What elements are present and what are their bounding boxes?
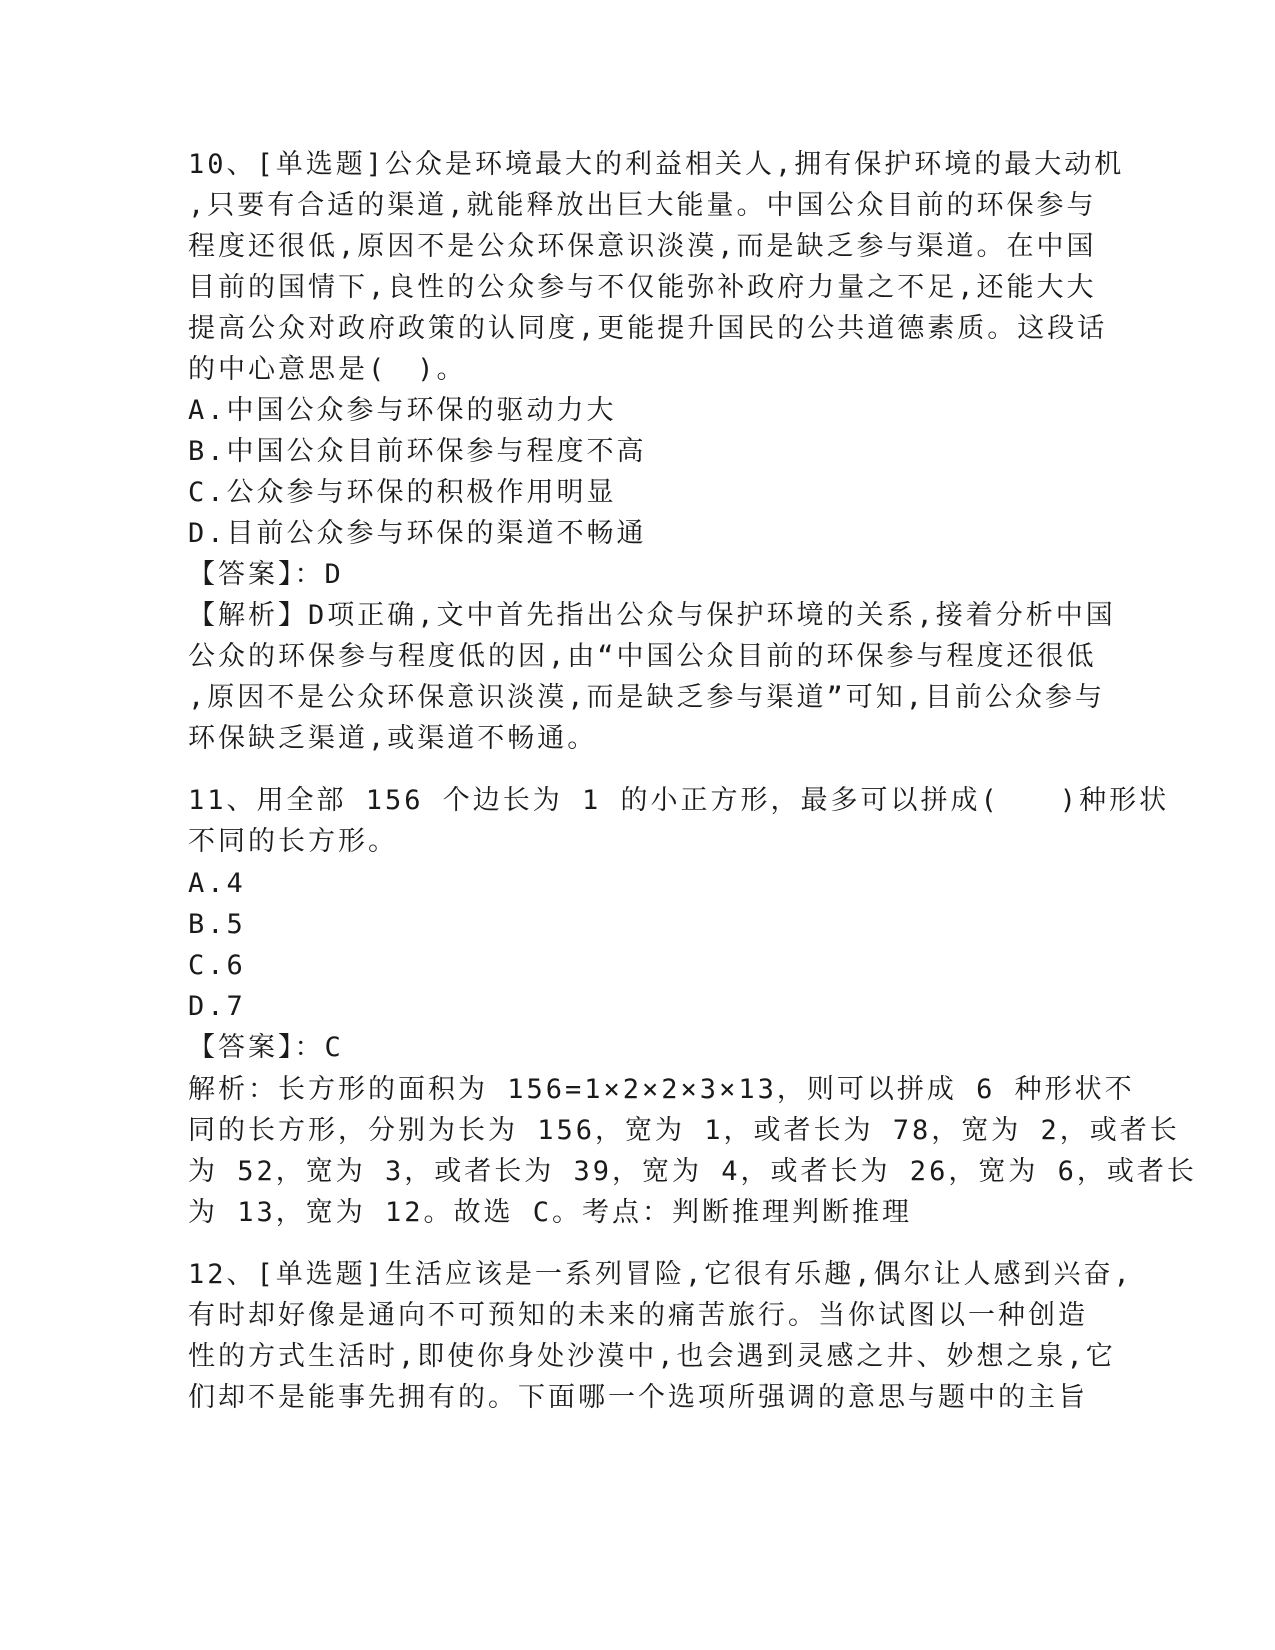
question-stem-line: 的中心意思是( )。 xyxy=(188,354,467,385)
question-stem-line: 提高公众对政府政策的认同度,更能提升国民的公共道德素质。这段话 xyxy=(188,313,1108,344)
question-stem-line: 目前的国情下,良性的公众参与不仅能弥补政府力量之不足,还能大大 xyxy=(188,272,1097,303)
question-stem-line: 12、[单选题]生活应该是一系列冒险,它很有乐趣,偶尔让人感到兴奋, xyxy=(188,1259,1133,1290)
question-stem-line: 程度还很低,原因不是公众环保意识淡漠,而是缺乏参与渠道。在中国 xyxy=(188,231,1097,262)
question-stem-line: ,只要有合适的渠道,就能释放出巨大能量。中国公众目前的环保参与 xyxy=(188,190,1097,221)
analysis-line: 环保缺乏渠道,或渠道不畅通。 xyxy=(188,723,598,754)
question-stem-line: 不同的长方形。 xyxy=(188,826,398,857)
answer-line: 【答案】：C xyxy=(188,1032,344,1063)
answer-line: 【答案】：D xyxy=(188,559,344,590)
option-c: C.6 xyxy=(188,950,246,981)
option-d: D.目前公众参与环保的渠道不畅通 xyxy=(188,518,647,549)
option-a: A.4 xyxy=(188,868,246,899)
option-a: A.中国公众参与环保的驱动力大 xyxy=(188,395,617,426)
question-stem-line: 11、用全部 156 个边长为 1 的小正方形，最多可以拼成( )种形状 xyxy=(188,785,1170,816)
question-stem-line: 有时却好像是通向不可预知的未来的痛苦旅行。当你试图以一种创造 xyxy=(188,1300,1088,1331)
analysis-line: 公众的环保参与程度低的因,由“中国公众目前的环保参与程度还很低 xyxy=(188,641,1097,672)
question-stem-line: 们却不是能事先拥有的。下面哪一个选项所强调的意思与题中的主旨 xyxy=(188,1382,1088,1413)
question-stem-line: 性的方式生活时,即使你身处沙漠中,也会遇到灵感之井、妙想之泉,它 xyxy=(188,1341,1116,1372)
option-c: C.公众参与环保的积极作用明显 xyxy=(188,477,617,508)
option-b: B.5 xyxy=(188,909,246,940)
analysis-line: 为 13，宽为 12。故选 C。考点：判断推理判断推理 xyxy=(188,1197,913,1228)
analysis-line: ,原因不是公众环保意识淡漠,而是缺乏参与渠道”可知,目前公众参与 xyxy=(188,682,1106,713)
option-b: B.中国公众目前环保参与程度不高 xyxy=(188,436,647,467)
question-stem-line: 10、[单选题]公众是环境最大的利益相关人,拥有保护环境的最大动机 xyxy=(188,149,1125,180)
analysis-line: 同的长方形，分别为长为 156，宽为 1，或者长为 78，宽为 2，或者长 xyxy=(188,1115,1180,1146)
analysis-line: 为 52，宽为 3，或者长为 39，宽为 4，或者长为 26，宽为 6，或者长 xyxy=(188,1156,1197,1187)
analysis-line: 解析：长方形的面积为 156=1×2×2×3×13，则可以拼成 6 种形状不 xyxy=(188,1074,1135,1105)
option-d: D.7 xyxy=(188,991,246,1022)
analysis-line: 【解析】D项正确,文中首先指出公众与保护环境的关系,接着分析中国 xyxy=(188,600,1116,631)
